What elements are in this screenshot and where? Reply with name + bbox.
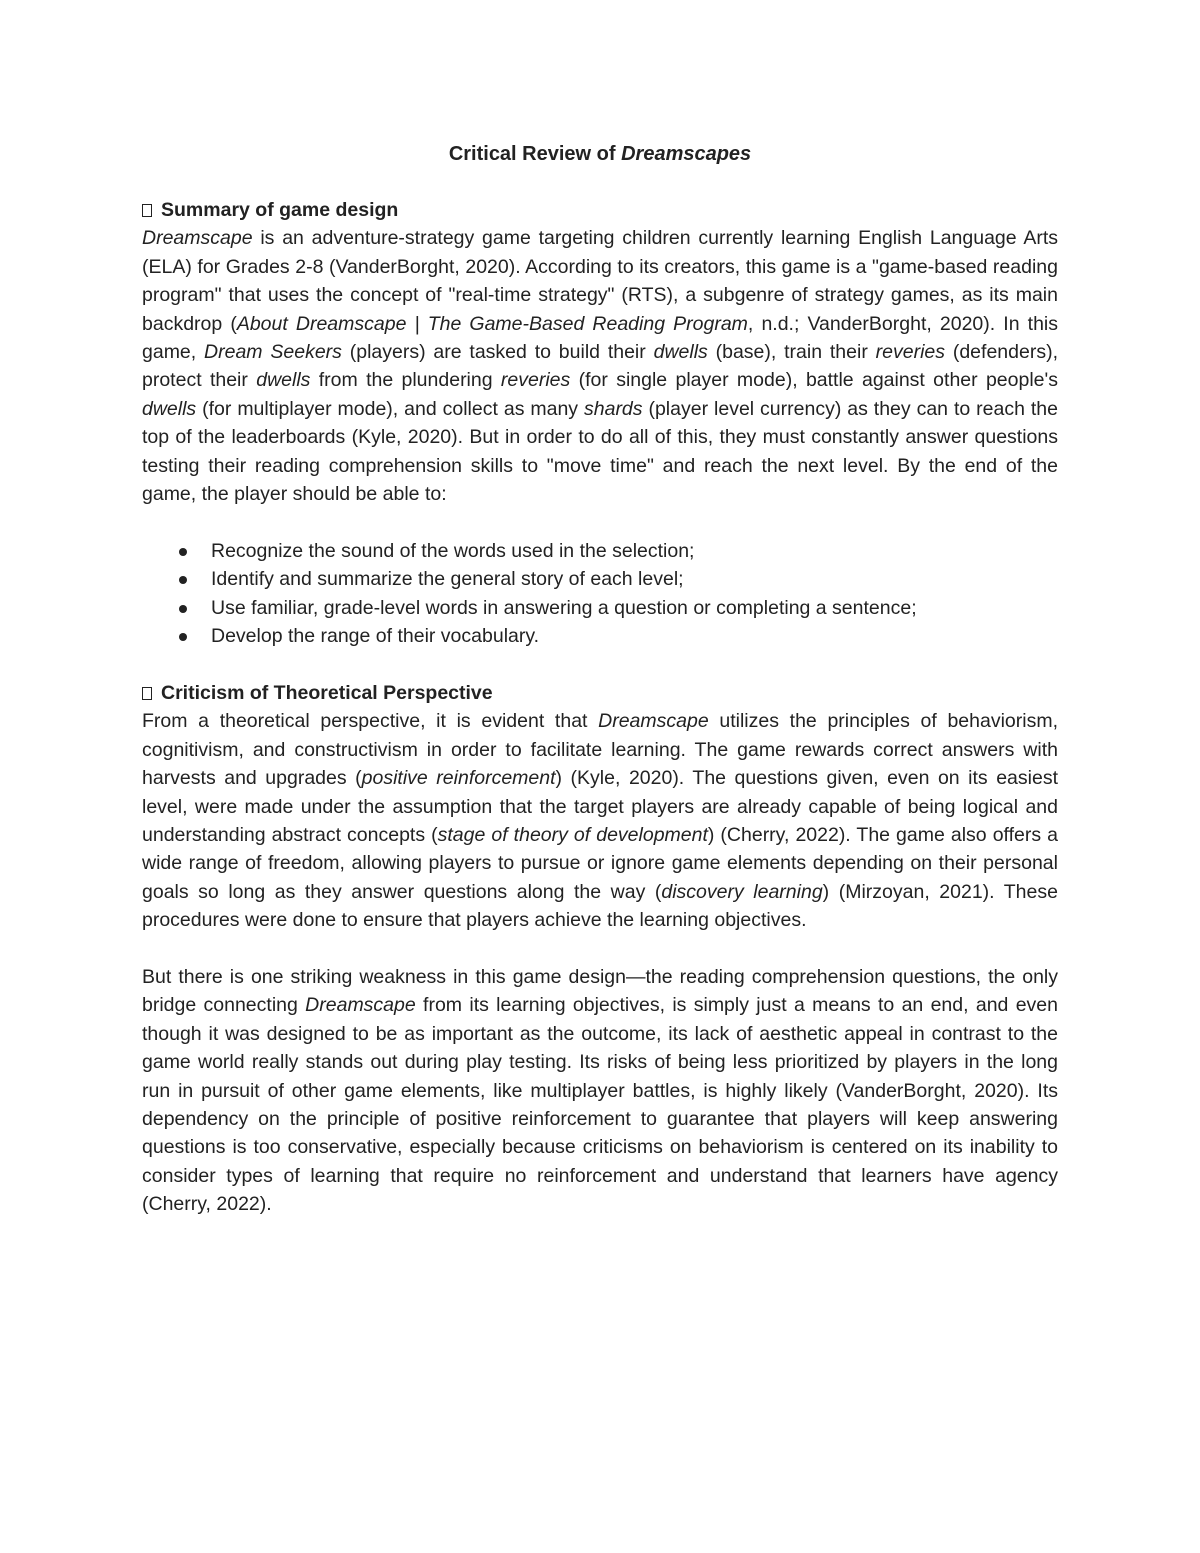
italic-run: Dream Seekers	[204, 341, 342, 364]
objectives-list	[142, 537, 1058, 651]
italic-run: dwells	[653, 341, 708, 364]
summary-paragraph	[142, 224, 1058, 508]
checkbox-glyph-icon	[142, 687, 152, 700]
list-item	[142, 622, 1058, 650]
section-heading-criticism	[142, 679, 1058, 707]
bullet-icon	[179, 605, 187, 613]
text-run: is an adventure-strategy game targeting children currently learning English Language Arts (ELA) for Grades 2-8 (VanderBorght, 2020). According to its creators, this game is a "game-based reading program" that uses the concept of "real-time strategy" (RTS), a subgenre of strategy games, as its main backdrop (	[142, 227, 1058, 335]
bullet-icon	[179, 576, 187, 584]
text-run: (player level currency) as they can to reach the top of the leaderboards (Kyle, 2020). But in order to do all of this, they must constantly answer questions testing their reading comprehension skills to "move time" and reach the next level. By the end of the game, the player should be able to:	[142, 397, 1058, 506]
section-heading-text: Summary of game design	[161, 199, 399, 221]
title-italic: Dreamscapes	[621, 143, 752, 165]
italic-run: Dreamscape	[142, 227, 253, 250]
weakness-paragraph	[142, 963, 1058, 1219]
section-heading-text: Criticism of Theoretical Perspective	[161, 681, 493, 704]
document-body	[142, 196, 1058, 1219]
text-run: ) (Cherry, 2022). The game also offers a wide range of freedom, allowing players to pursue or ignore game elements depending on their personal goals so long as they answer questions along the way (	[142, 823, 1058, 903]
list-item-text: Use familiar, grade-level words in answering a question or completing a sentence;	[211, 596, 917, 619]
list-item-text: Develop the range of their vocabulary.	[211, 625, 540, 648]
spacer	[142, 650, 1058, 678]
title-prefix: Critical Review of	[448, 143, 622, 165]
text-run: (defenders), protect their	[142, 341, 1058, 392]
bullet-icon	[179, 633, 187, 641]
italic-run: Dreamscape	[305, 994, 416, 1017]
bullet-icon	[179, 548, 187, 556]
list-item	[142, 537, 1058, 565]
text-run: (players) are tasked to build their	[341, 341, 654, 364]
text-run: ) (Kyle, 2020). The questions given, even on its easiest level, were made under the assumption that the target players are already capable of being logical and understanding abstract concepts (	[142, 767, 1058, 846]
italic-run: shards	[584, 397, 643, 420]
text-run: from the plundering	[310, 369, 501, 392]
list-item	[142, 565, 1058, 593]
spacer	[142, 935, 1058, 963]
list-item-text: Recognize the sound of the words used in the selection;	[211, 539, 695, 562]
italic-run: positive reinforcement	[361, 767, 556, 790]
text-run: But there is one striking weakness in this game design—the reading comprehension questions, the only bridge connecting	[142, 965, 1058, 1017]
list-item-text: Identify and summarize the general story of each level;	[211, 568, 684, 591]
italic-run: About Dreamscape | The Game-Based Reading Program	[236, 312, 748, 335]
text-run: (base), train their	[707, 341, 876, 364]
text-run: (for single player mode), battle against other people's	[570, 369, 1058, 392]
text-run: ) (Mirzoyan, 2021). These procedures were done to ensure that players achieve the learning objectives.	[142, 880, 1058, 932]
text-run: from its learning objectives, is simply just a means to an end, and even though it was designed to be as important as the outcome, its lack of aesthetic appeal in contrast to the game world really stands out during play testing. Its risks of being less prioritized by players in the long run in pursuit of other game elements, like multiplayer battles, is highly likely (VanderBorght, 2020). Its dependency on the principle of positive reinforcement to guarantee that players will keep answering questions is too conservative, especially because criticisms on behaviorism is centered on its inability to consider types of learning that require no reinforcement and understand that learners have agency (Cherry, 2022).	[142, 994, 1058, 1216]
italic-run: Dreamscape	[598, 710, 709, 733]
text-run: utilizes the principles of behaviorism, cognitivism, and constructivism in order to facilitate learning. The game rewards correct answers with harvests and upgrades (	[142, 710, 1058, 790]
text-run: , n.d.; VanderBorght, 2020). In this game,	[142, 312, 1058, 364]
theory-paragraph	[142, 707, 1058, 934]
italic-run: reveries	[500, 369, 571, 392]
spacer	[142, 508, 1058, 536]
italic-run: discovery learning	[661, 880, 823, 903]
text-run: From a theoretical perspective, it is evident that	[142, 710, 599, 733]
text-run: (for multiplayer mode), and collect as many	[196, 397, 584, 420]
document-title	[0, 141, 1200, 167]
italic-run: stage of theory of development	[437, 823, 708, 846]
italic-run: dwells	[256, 369, 311, 392]
italic-run: dwells	[142, 397, 197, 420]
italic-run: reveries	[875, 341, 946, 364]
checkbox-glyph-icon	[142, 204, 152, 217]
section-heading-summary	[142, 196, 1058, 224]
list-item	[142, 594, 1058, 622]
